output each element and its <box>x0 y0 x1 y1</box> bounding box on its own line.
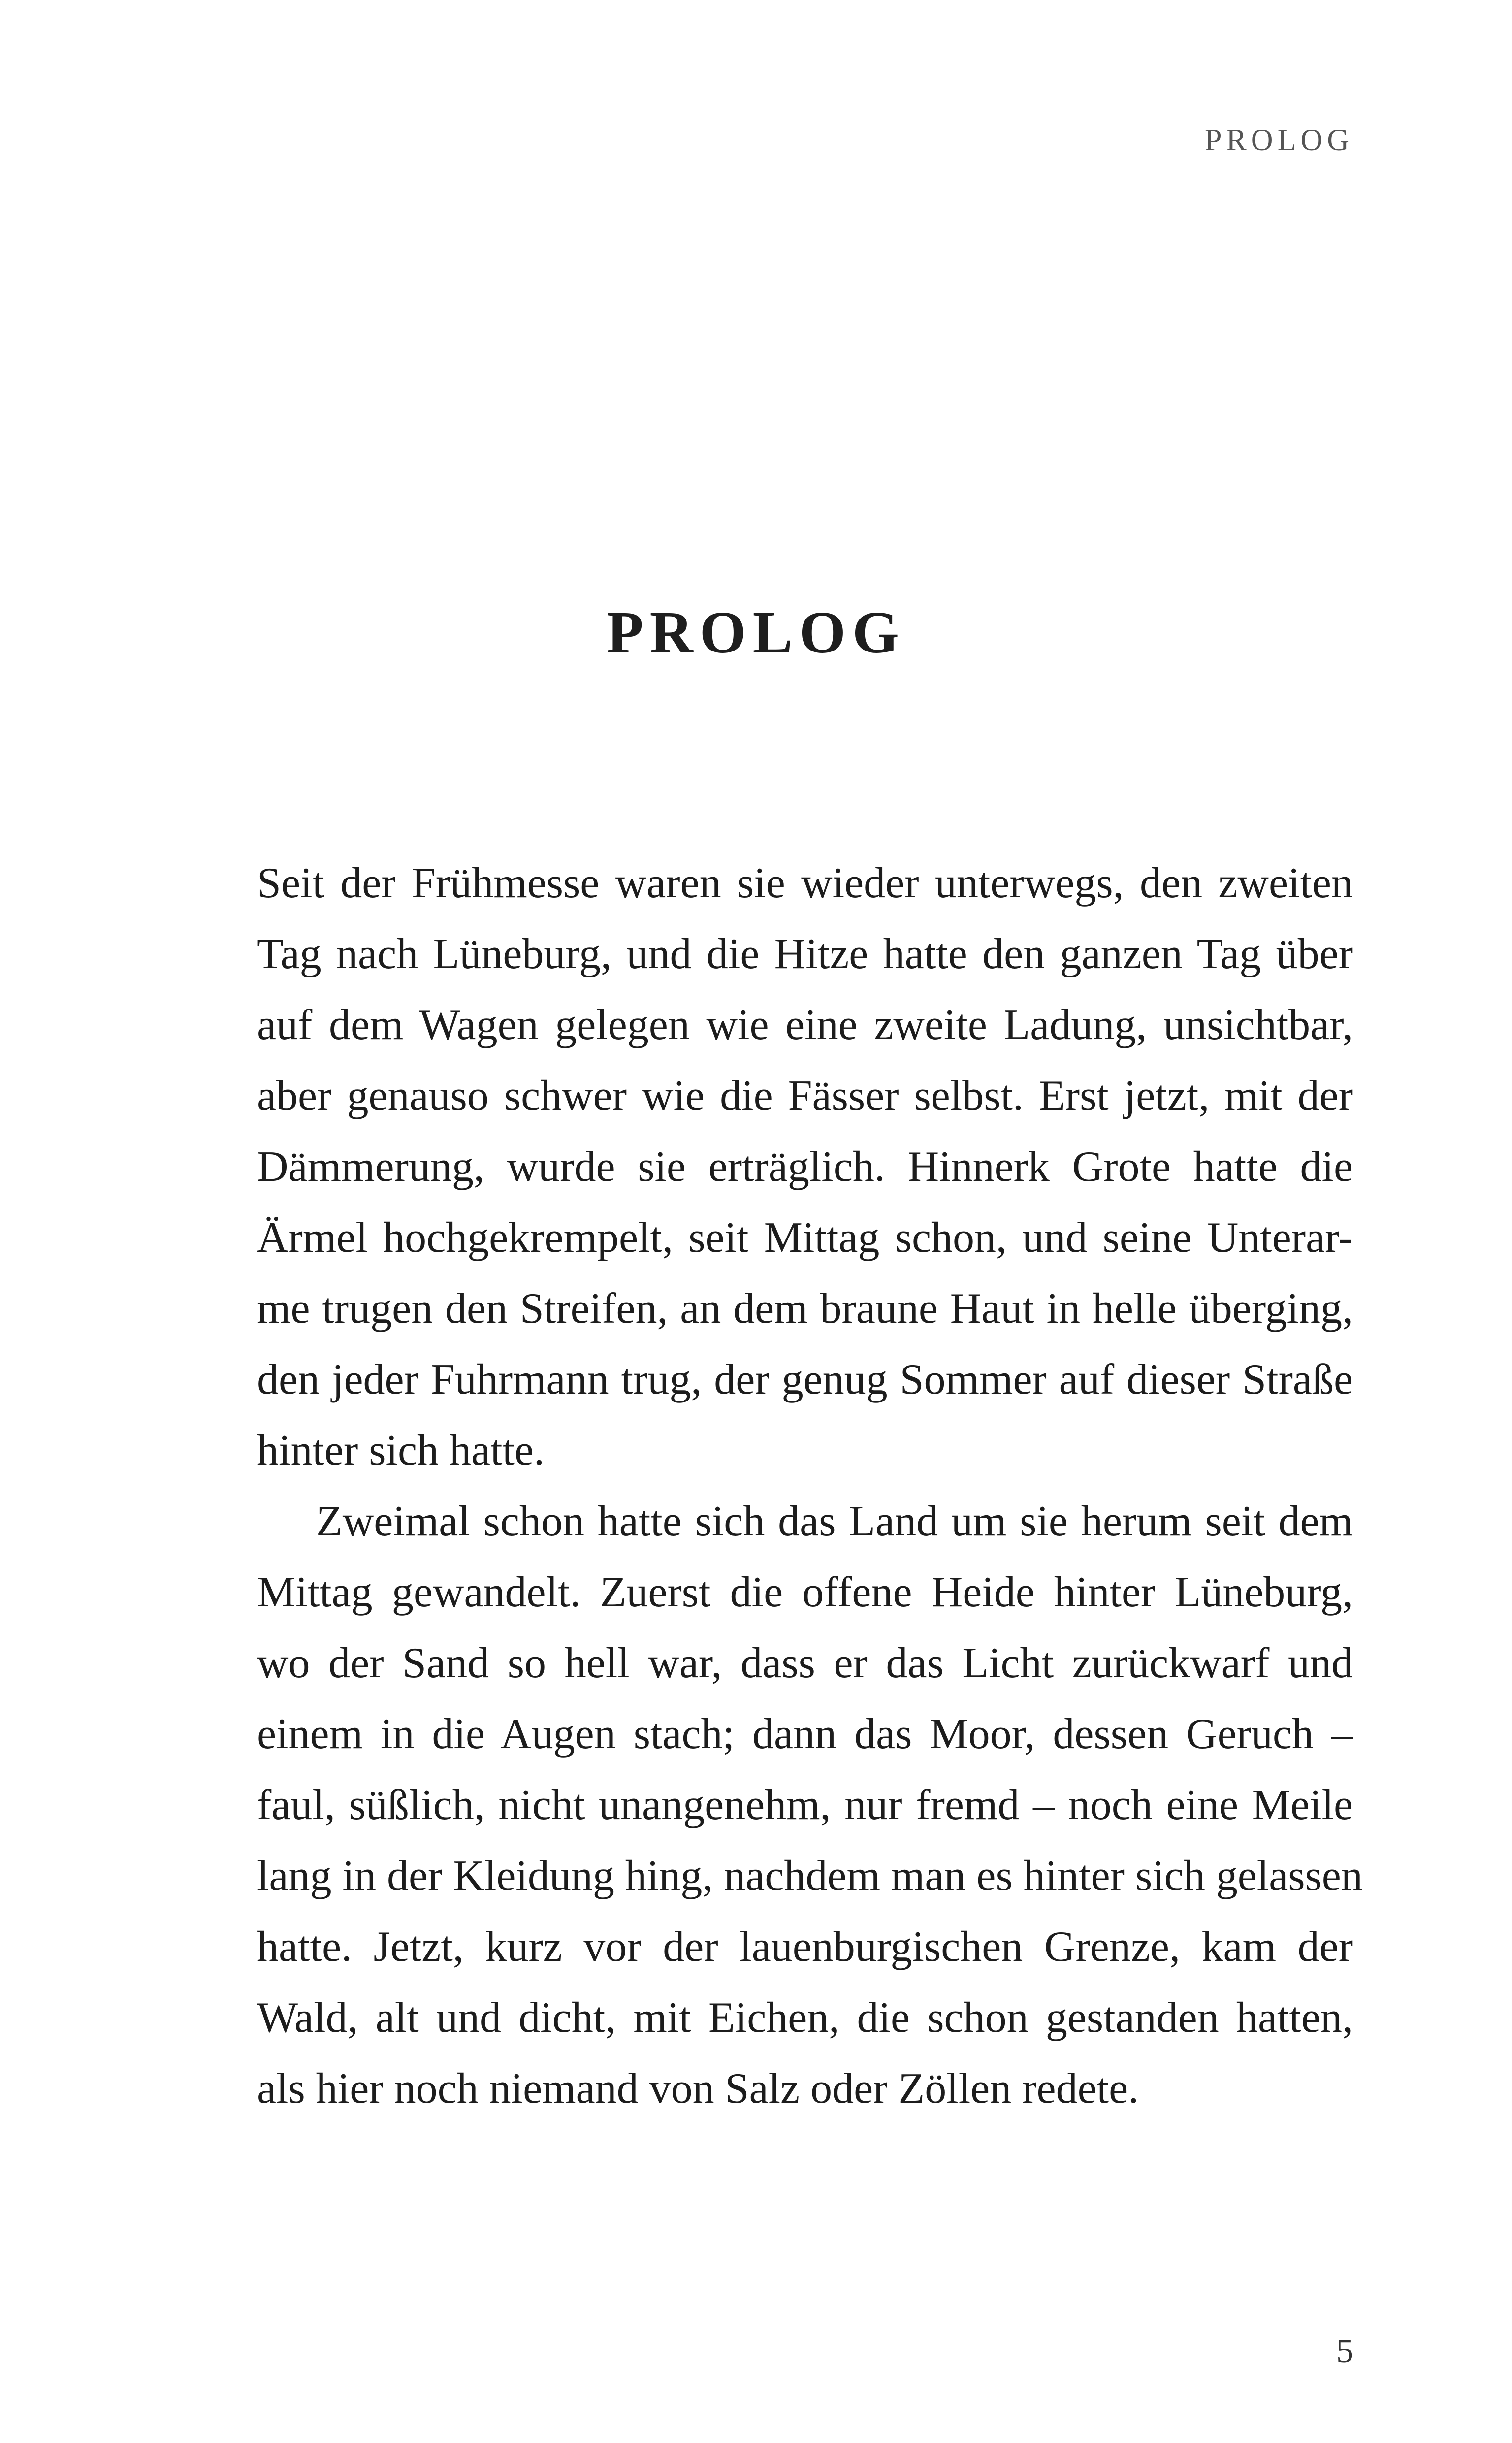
text-line: wo der Sand so hell war, dass er das Licht zurückwarf und <box>257 1639 1353 1687</box>
chapter-title: PROLOG <box>607 599 905 666</box>
paragraph-2 <box>257 1486 1363 2124</box>
text-line: me trugen den Streifen, an dem braune Haut in helle überging, <box>257 1285 1353 1333</box>
text-line: Mittag gewandelt. Zuerst die offene Heide hinter Lüneburg, <box>257 1568 1353 1616</box>
text-line: hatte. Jetzt, kurz vor der lauenburgischen Grenze, kam der <box>257 1923 1353 1971</box>
text-line: Wald, alt und dicht, mit Eichen, die schon gestanden hatten, <box>257 1994 1353 2042</box>
text-line: faul, süßlich, nicht unangenehm, nur fremd – noch eine Meile <box>257 1781 1353 1829</box>
text-line: den jeder Fuhrmann trug, der genug Sommer auf dieser Straße <box>257 1356 1353 1403</box>
text-line: Ärmel hochgekrempelt, seit Mittag schon, und seine Unterar- <box>257 1214 1353 1262</box>
text-line: einem in die Augen stach; dann das Moor, dessen Geruch – <box>257 1710 1353 1758</box>
text-line: Tag nach Lüneburg, und die Hitze hatte den ganzen Tag über <box>257 930 1353 978</box>
running-head: PROLOG <box>1204 124 1353 157</box>
text-line: Dämmerung, wurde sie erträglich. Hinnerk Grote hatte die <box>257 1143 1353 1191</box>
text-line: Seit der Frühmesse waren sie wieder unterwegs, den zweiten <box>257 859 1353 907</box>
text-line: auf dem Wagen gelegen wie eine zweite Ladung, unsichtbar, <box>257 1001 1353 1049</box>
text-line: lang in der Kleidung hing, nachdem man es hinter sich gelassen <box>257 1852 1363 1900</box>
body-text <box>257 848 1363 2124</box>
text-line: hinter sich hatte. <box>257 1427 545 1474</box>
text-line: Zweimal schon hatte sich das Land um sie herum seit dem <box>316 1498 1353 1545</box>
text-line: aber genauso schwer wie die Fässer selbst. Erst jetzt, mit der <box>257 1072 1353 1120</box>
paragraph-1 <box>257 848 1353 1486</box>
text-line: als hier noch niemand von Salz oder Zöllen redete. <box>257 2065 1139 2113</box>
page-number: 5 <box>1336 2332 1353 2370</box>
